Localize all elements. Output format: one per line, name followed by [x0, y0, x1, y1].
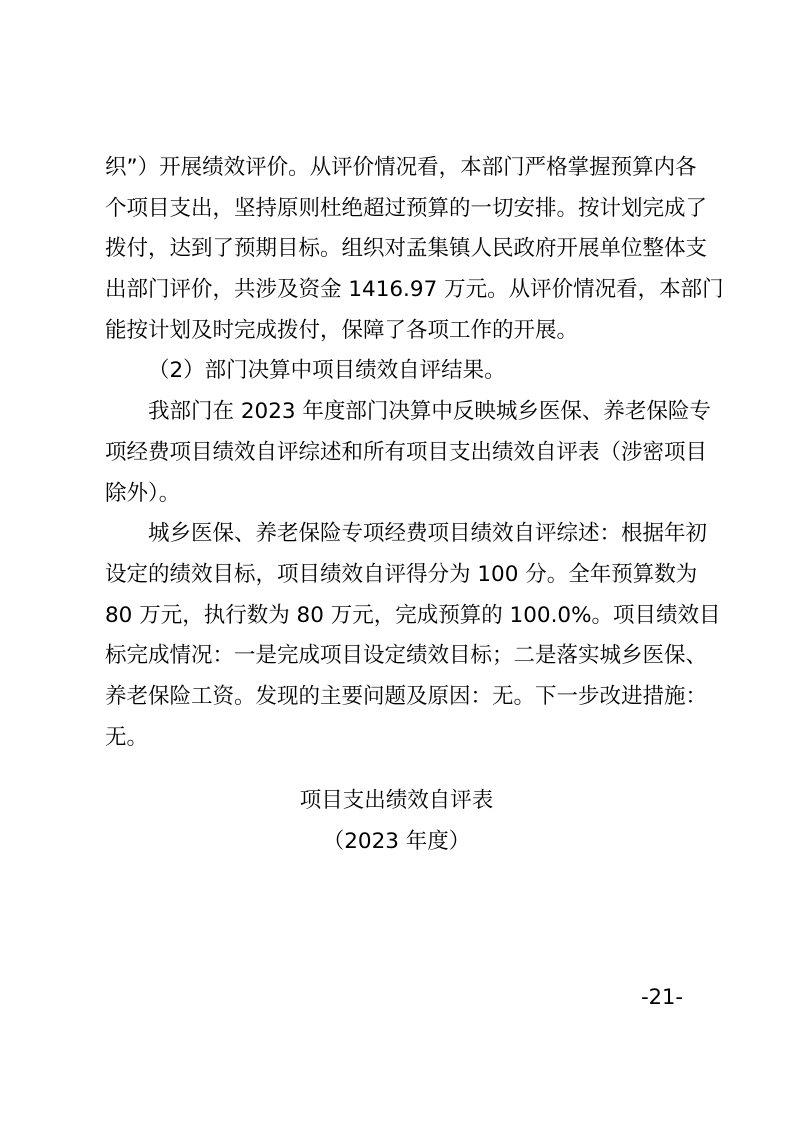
text-line: 养老保险工资。发现的主要问题及原因：无。下一步改进措施： [105, 683, 708, 709]
text-line: 除外）。 [105, 480, 181, 506]
section-heading: （2）部门决算中项目绩效自评结果。 [148, 358, 506, 384]
text-line: 能按计划及时完成拨付，保障了各项工作的开展。 [105, 317, 579, 343]
text-line: 织”）开展绩效评价。从评价情况看，本部门严格掌握预算内各 [105, 155, 697, 180]
text-line: 项经费项目绩效自评综述和所有项目支出绩效自评表（涉密项目 [105, 439, 708, 465]
text-line: 个项目支出，坚持原则杜绝超过预算的一切安排。按计划完成了 [105, 195, 708, 221]
text-line: 拨付，达到了预期目标。组织对孟集镇人民政府开展单位整体支 [105, 236, 708, 262]
text-line: 出部门评价，共涉及资金 1416.97 万元。从评价情况看，本部门 [105, 277, 724, 303]
text-line: 标完成情况：一是完成项目设定绩效目标；二是落实城乡医保、 [105, 643, 708, 669]
table-title: 项目支出绩效自评表 [299, 788, 494, 813]
page-number: -21- [641, 985, 683, 1009]
text-line: 设定的绩效目标，项目绩效自评得分为 100 分。全年预算数为 [105, 561, 698, 587]
text-line: 我部门在 2023 年度部门决算中反映城乡医保、养老保险专 [148, 399, 711, 425]
text-line: 无。 [105, 724, 149, 750]
table-subtitle: （2023 年度） [322, 829, 471, 854]
body-text [105, 148, 724, 758]
text-line: 80 万元，执行数为 80 万元，完成预算的 100.0%。项目绩效目 [105, 602, 721, 628]
text-line: 城乡医保、养老保险专项经费项目绩效自评综述：根据年初 [148, 521, 708, 547]
